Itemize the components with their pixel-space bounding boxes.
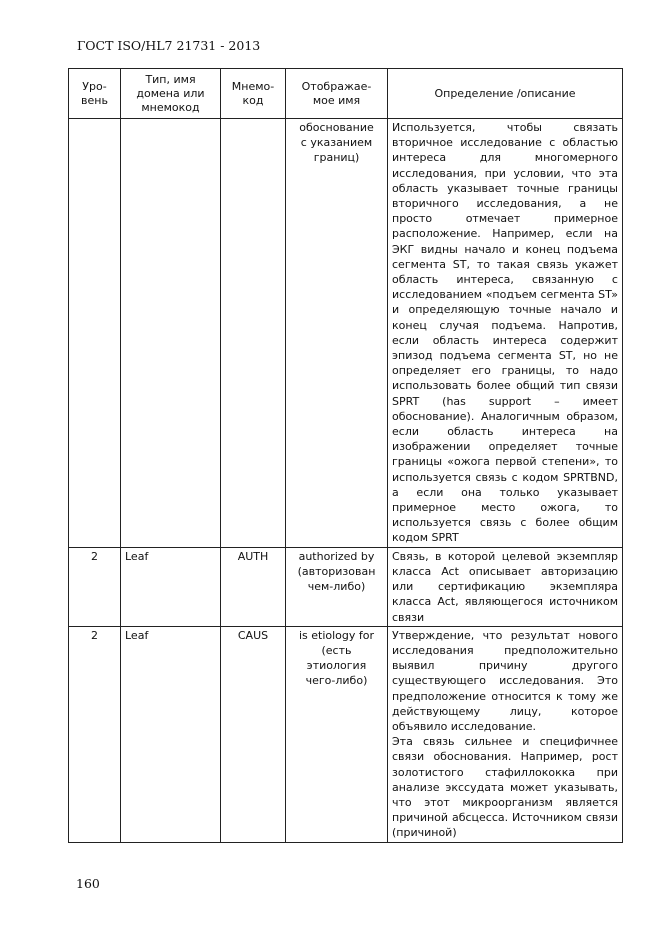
cell-level: 2 [69,626,121,842]
cell-display-name: обоснование с указанием границ) [286,119,388,548]
table-header-row [69,69,623,119]
definition-table [68,68,623,843]
cell-level [69,119,121,548]
cell-mnemonic [221,119,286,548]
table-row [69,547,623,626]
page-header: ГОСТ ISO/HL7 21731 - 2013 [77,38,261,53]
description-paragraph: Используется, чтобы связать вторичное исследование с областью интереса для многомерного исследования, при условии, что эта область указывает точные границы вторичного исследования, а не просто отмечает примерное расположение. Например, если на ЭКГ видны начало и конец подъема сегмента ST, то такая связь укажет область интереса, связанную с исследованием «подъем сегмента ST» и определяющую точные начало и конец случая подъема. Напротив, если область интереса содержит эпизод подъема сегмента ST, но не определяет его границы, то надо использовать более общий тип связи SPRT (has support – имеет обоснование). Аналогичным образом, если область интереса на изображении определяет точные границы «ожога первой степени», то используется связь с кодом SPRTBND, а если она только указывает примерное место ожога, то используется связь с более общим кодом SPRT [392,121,618,545]
cell-mnemonic: CAUS [221,626,286,842]
table-row [69,626,623,842]
header-level: Уро- вень [69,69,121,119]
description-paragraph: Связь, в которой целевой экземпляр класса Act описывает авторизацию или сертификацию экземпляра класса Act, являющегося источником связи [392,549,618,624]
cell-display-name: authorized by (авторизован чем-либо) [286,547,388,626]
cell-description [388,547,623,626]
cell-mnemonic: AUTH [221,547,286,626]
header-mnemonic: Мнемо- код [221,69,286,119]
table-row [69,119,623,548]
cell-description [388,119,623,548]
cell-type [121,119,221,548]
page-number: 160 [76,876,100,891]
cell-description [388,626,623,842]
cell-level: 2 [69,547,121,626]
cell-type: Leaf [121,626,221,842]
cell-type: Leaf [121,547,221,626]
description-paragraph: Утверждение, что результат нового исследования предположительно выявил причину другого существующего исследования. Это предположение относится к тому же действующему лицу, которое объявило исследование. [392,628,618,733]
header-type: Тип, имя домена или мнемокод [121,69,221,119]
header-display-name: Отображае- мое имя [286,69,388,119]
description-paragraph: Эта связь сильнее и специфичнее связи обоснования. Например, рост золотистого стафиллококка при анализе экссудата может указывать, что этот микроорганизм является причиной абсцесса. Источником связи (причиной) [392,735,618,840]
cell-display-name: is etiology for (есть этиология чего-либо) [286,626,388,842]
header-description: Определение /описание [388,69,623,119]
